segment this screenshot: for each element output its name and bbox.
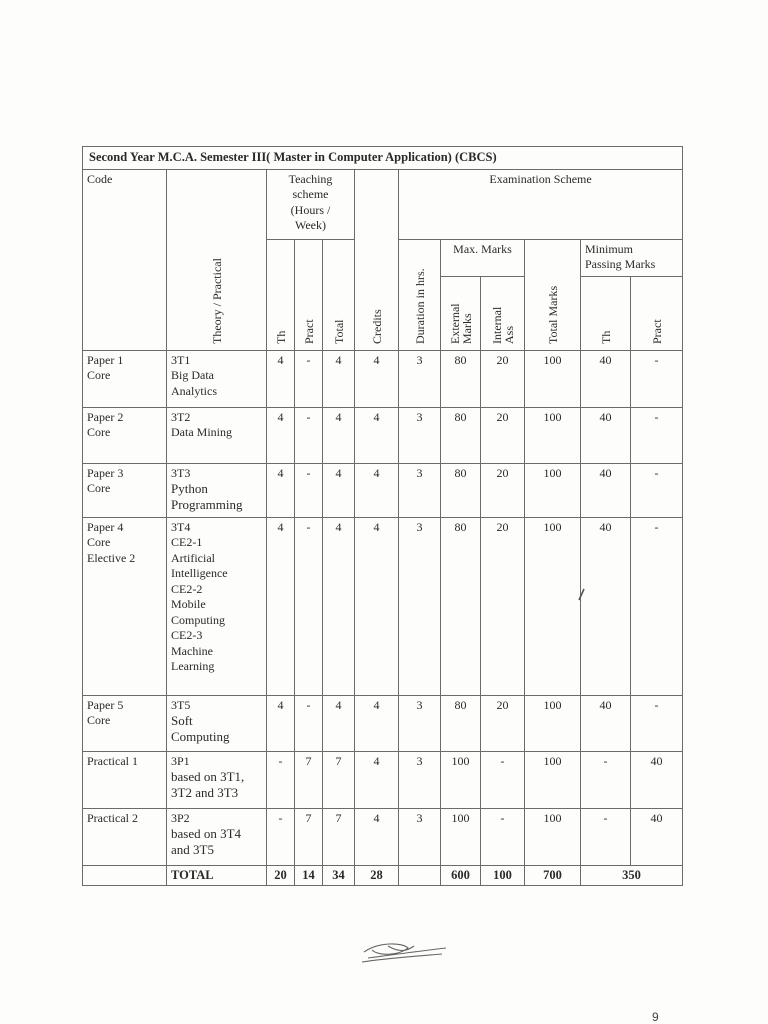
total-hours: 34 [323,865,355,886]
row-min-pract: 40 [631,808,683,865]
row-external: 100 [441,751,481,808]
row-internal: - [481,808,525,865]
row-subject [167,463,267,517]
row-subject-line: Big Data [171,368,214,382]
row-code [83,407,167,463]
row-external: 80 [441,407,481,463]
header-examination-scheme: Examination Scheme [399,169,683,239]
row-pract: - [295,463,323,517]
header-min-th: Th [581,276,631,350]
row-subject-line: CE2-3 [171,628,203,642]
row-subject-line: Computing [171,612,226,627]
row-subject-line: 3T5 [171,697,191,712]
row-subject-line: Learning [171,659,215,673]
row-total-marks: 100 [525,463,581,517]
row-credits: 4 [355,407,399,463]
row-total: 4 [323,517,355,695]
header-minimum-passing: Minimum Passing Marks [581,239,683,276]
row-th: 4 [267,350,295,407]
row-external: 80 [441,463,481,517]
row-total: 7 [323,808,355,865]
row-subject-line: 3T1 [171,352,191,367]
row-code-line: Practical 1 [87,753,138,768]
total-min-passing: 350 [581,865,683,886]
row-subject-line: 3P1 [171,753,190,768]
row-credits: 4 [355,350,399,407]
row-min-pract: - [631,695,683,751]
header-duration: Duration in hrs. [399,239,441,350]
row-subject-line: Programming [171,496,243,512]
row-internal: - [481,751,525,808]
row-total-marks: 100 [525,350,581,407]
row-total: 4 [323,350,355,407]
row-subject-line: based on 3T1, [171,769,245,784]
row-duration: 3 [399,463,441,517]
row-code [83,751,167,808]
total-external: 600 [441,865,481,886]
row-subject-line: Intelligence [171,566,228,580]
row-code-line: Core [87,481,111,495]
table-row [83,751,683,808]
row-min-th: 40 [581,350,631,407]
row-pract: 7 [295,808,323,865]
table-row [83,463,683,517]
header-total: Total [323,239,355,350]
row-duration: 3 [399,751,441,808]
row-subject-line: and 3T5 [171,841,214,857]
row-th: - [267,808,295,865]
row-code-line: Paper 3 [87,465,124,480]
row-external: 100 [441,808,481,865]
row-code-line: Core [87,713,111,727]
row-subject [167,407,267,463]
row-credits: 4 [355,808,399,865]
header-max-marks: Max. Marks [441,239,525,276]
header-internal-ass: Internal Ass [481,276,525,350]
row-total: 7 [323,751,355,808]
row-pract: 7 [295,751,323,808]
row-subject-line: 3T2 [171,409,191,424]
row-min-th: - [581,808,631,865]
row-subject-line: CE2-2 [171,581,203,596]
row-subject [167,808,267,865]
header-th: Th [267,239,295,350]
row-code-line: Core [87,535,111,549]
row-subject-line: CE2-1 [171,535,203,549]
total-duration [399,865,441,886]
row-min-pract: - [631,350,683,407]
row-duration: 3 [399,517,441,695]
row-min-th: 40 [581,695,631,751]
header-min-pract: Pract [631,276,683,350]
signature-icon [358,936,450,966]
row-th: 4 [267,695,295,751]
row-credits: 4 [355,517,399,695]
table-row [83,808,683,865]
row-subject-line: based on 3T4 [171,826,242,841]
row-total: 4 [323,407,355,463]
row-subject [167,751,267,808]
header-theory-practical: Theory / Practical [167,169,267,350]
row-total-marks: 100 [525,407,581,463]
row-subject-line: Python [171,481,208,496]
row-code [83,350,167,407]
header-total-marks: Total Marks [525,239,581,350]
row-credits: 4 [355,751,399,808]
header-pract: Pract [295,239,323,350]
row-code-line: Practical 2 [87,810,138,825]
row-internal: 20 [481,517,525,695]
total-pract: 14 [295,865,323,886]
total-credits: 28 [355,865,399,886]
curriculum-table-container [82,146,682,886]
row-min-pract: - [631,463,683,517]
row-duration: 3 [399,695,441,751]
row-total-marks: 100 [525,517,581,695]
header-credits: Credits [355,169,399,350]
row-duration: 3 [399,350,441,407]
row-internal: 20 [481,463,525,517]
row-th: 4 [267,463,295,517]
row-th: 4 [267,517,295,695]
row-external: 80 [441,350,481,407]
row-total: 4 [323,695,355,751]
row-th: 4 [267,407,295,463]
row-min-pract: 40 [631,751,683,808]
row-code-line: Paper 2 [87,409,124,424]
row-internal: 20 [481,350,525,407]
row-code [83,463,167,517]
page-number: 9 [652,1010,659,1024]
row-code-line: Core [87,425,111,439]
row-subject-line: 3T2 and 3T3 [171,784,239,800]
row-min-th: 40 [581,517,631,695]
row-credits: 4 [355,695,399,751]
row-code-line: Paper 5 [87,697,124,712]
row-min-th: 40 [581,463,631,517]
row-duration: 3 [399,808,441,865]
row-pract: - [295,350,323,407]
row-pract: - [295,695,323,751]
curriculum-table [82,146,683,886]
row-subject-line: 3T3 [171,465,191,480]
table-row [83,407,683,463]
header-code: Code [83,169,167,350]
row-subject-line: 3T4 [171,519,191,534]
row-code-line: Core [87,368,111,382]
row-external: 80 [441,517,481,695]
row-total-marks: 100 [525,808,581,865]
row-min-th: 40 [581,407,631,463]
row-min-pract: - [631,517,683,695]
row-pract: - [295,407,323,463]
row-internal: 20 [481,407,525,463]
row-min-th: - [581,751,631,808]
row-code-line: Paper 4 [87,519,124,534]
row-subject-line: Soft [171,713,193,728]
row-code [83,695,167,751]
row-subject-line: Data Mining [171,425,232,439]
row-code [83,517,167,695]
total-th: 20 [267,865,295,886]
total-row [83,865,683,886]
row-subject [167,695,267,751]
row-subject [167,350,267,407]
header-teaching-scheme: Teaching scheme (Hours / Week) [267,169,355,239]
row-pract: - [295,517,323,695]
row-subject-line: Computing [171,728,230,744]
table-row [83,695,683,751]
row-subject-line: 3P2 [171,810,190,825]
row-subject-line: Artificial [171,550,215,565]
row-external: 80 [441,695,481,751]
row-subject-line: Analytics [171,383,217,398]
total-row-code [83,865,167,886]
row-code-line: Paper 1 [87,352,124,367]
row-code [83,808,167,865]
row-credits: 4 [355,463,399,517]
row-subject-line: Machine [171,643,213,658]
total-row-label: TOTAL [167,865,267,886]
total-marks: 700 [525,865,581,886]
table-row [83,350,683,407]
row-code-line: Elective 2 [87,550,136,565]
pen-tick-mark [577,586,587,602]
total-internal: 100 [481,865,525,886]
row-duration: 3 [399,407,441,463]
row-total-marks: 100 [525,695,581,751]
row-internal: 20 [481,695,525,751]
table-row [83,517,683,695]
table-title: Second Year M.C.A. Semester III( Master in Computer Application) (CBCS) [83,147,683,170]
row-subject-line: Mobile [171,597,206,611]
row-subject [167,517,267,695]
row-total-marks: 100 [525,751,581,808]
row-min-pract: - [631,407,683,463]
header-external-marks: External Marks [441,276,481,350]
row-total: 4 [323,463,355,517]
row-th: - [267,751,295,808]
